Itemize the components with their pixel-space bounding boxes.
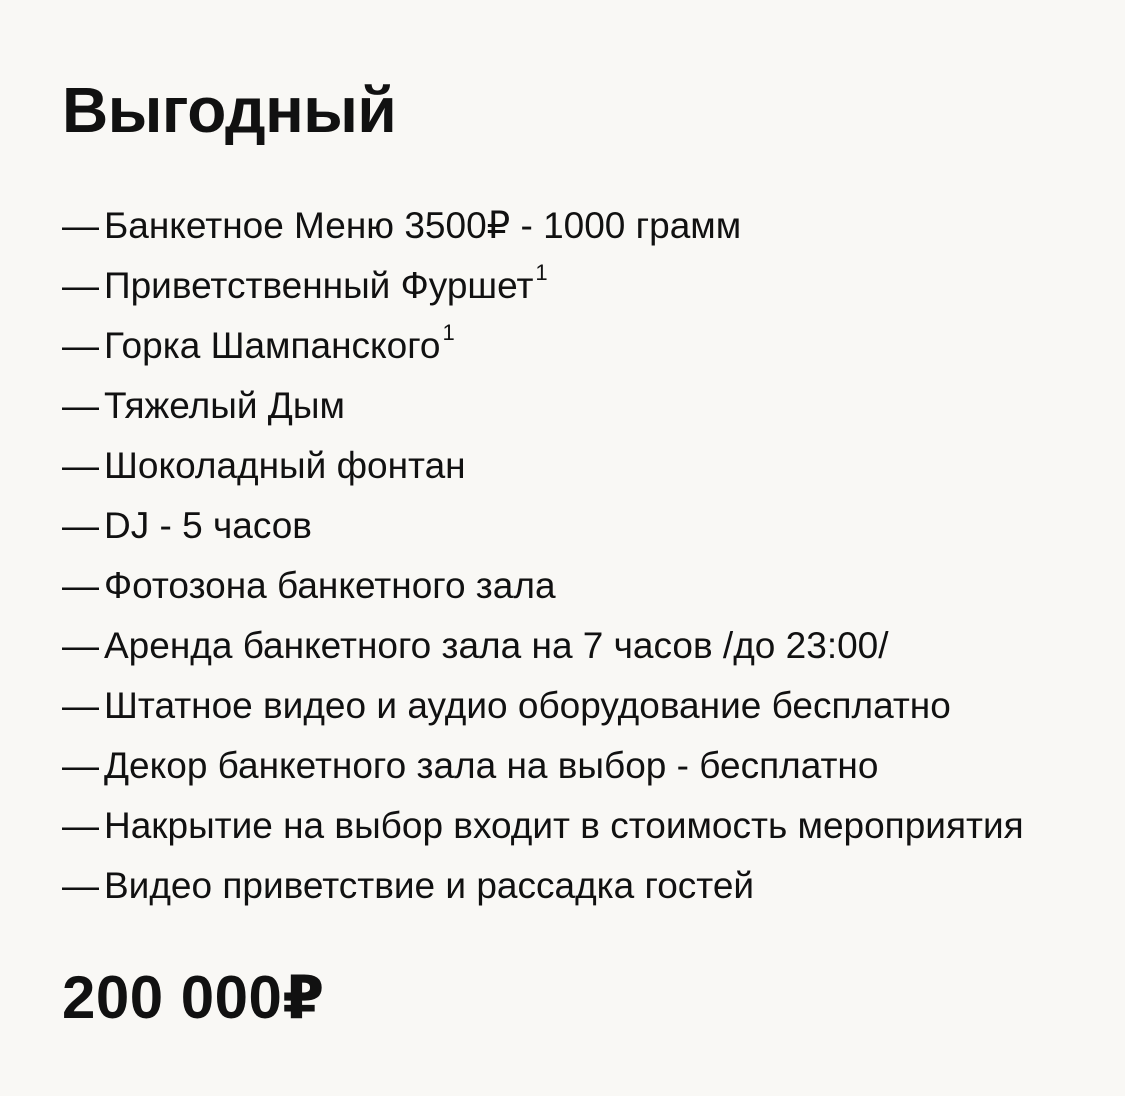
feature-item (62, 556, 1026, 616)
feature-text: Штатное видео и аудио оборудование бесплатно (104, 685, 951, 726)
feature-bullet: — (62, 625, 99, 666)
feature-bullet: — (62, 685, 99, 726)
feature-item (62, 796, 1026, 856)
feature-text: DJ - 5 часов (104, 505, 312, 546)
footnote-marker: 1 (535, 260, 548, 285)
feature-item (62, 856, 1026, 916)
feature-text: Видео приветствие и рассадка гостей (104, 865, 755, 906)
feature-item (62, 736, 1026, 796)
feature-item (62, 676, 1026, 736)
feature-text: Тяжелый Дым (104, 385, 345, 426)
feature-text: Банкетное Меню 3500₽ - 1000 грамм (104, 205, 742, 246)
feature-bullet: — (62, 805, 99, 846)
feature-item (62, 616, 1026, 676)
feature-bullet: — (62, 745, 99, 786)
feature-item (62, 256, 1026, 316)
feature-text: Шоколадный фонтан (104, 445, 466, 486)
feature-bullet: — (62, 265, 99, 306)
feature-bullet: — (62, 325, 99, 366)
feature-bullet: — (62, 205, 99, 246)
feature-bullet: — (62, 565, 99, 606)
feature-item (62, 436, 1026, 496)
feature-bullet: — (62, 505, 99, 546)
feature-bullet: — (62, 865, 99, 906)
feature-list (62, 196, 1026, 916)
package-price: 200 000₽ (62, 964, 325, 1031)
feature-item (62, 316, 1026, 376)
package-title: Выгодный (62, 74, 397, 146)
feature-text: Аренда банкетного зала на 7 часов /до 23:00/ (104, 625, 889, 666)
feature-item (62, 376, 1026, 436)
feature-item (62, 196, 1026, 256)
feature-text: Накрытие на выбор входит в стоимость мероприятия (104, 805, 1024, 846)
feature-text: Горка Шампанского (104, 325, 441, 366)
feature-text: Приветственный Фуршет (104, 265, 534, 306)
footnote-marker: 1 (442, 320, 455, 345)
feature-bullet: — (62, 445, 99, 486)
feature-text: Фотозона банкетного зала (104, 565, 556, 606)
feature-text: Декор банкетного зала на выбор - бесплатно (104, 745, 879, 786)
feature-item (62, 496, 1026, 556)
feature-bullet: — (62, 385, 99, 426)
